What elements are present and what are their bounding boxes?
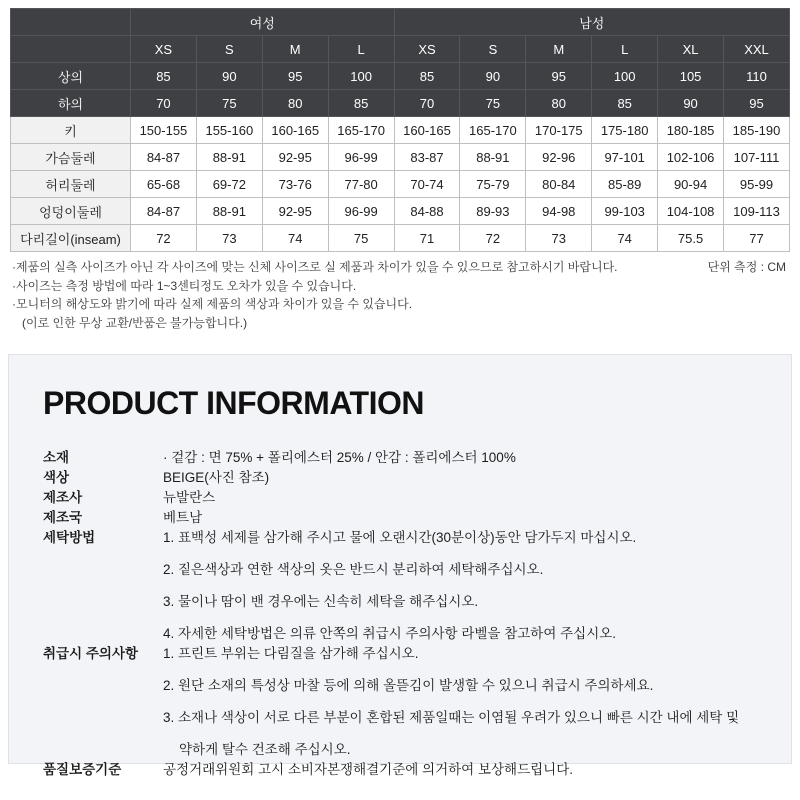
women-size-m: M [262,36,328,63]
info-line: 1. 프린트 부위는 다림질을 삼가해 주십시오. [163,646,419,662]
info-key-manufacturer: 제조사 [43,490,83,506]
info-key-warranty: 품질보증기준 [43,762,122,778]
cell: 65-68 [131,171,197,198]
size-header-blank [11,36,131,63]
women-size-xs: XS [131,36,197,63]
men-size-xxl: XXL [724,36,790,63]
cell: 73 [196,225,262,252]
cell: 73-76 [262,171,328,198]
row-label-height: 키 [11,117,131,144]
info-line: 뉴발란스 [163,490,216,506]
cell: 160-165 [262,117,328,144]
cell: 75-79 [460,171,526,198]
cell: 75 [196,90,262,117]
info-value-country [163,506,739,526]
cell: 84-88 [394,198,460,225]
measurement-unit-note: 단위 측정 : CM [707,260,786,274]
cell: 100 [592,63,658,90]
info-value-manufacturer [163,486,739,506]
cell: 70-74 [394,171,460,198]
cell: 109-113 [724,198,790,225]
cell: 89-93 [460,198,526,225]
cell: 85 [131,63,197,90]
table-row [43,526,739,642]
cell: 105 [658,63,724,90]
cell: 74 [592,225,658,252]
info-key-color: 색상 [43,470,70,486]
product-information-table [43,446,739,778]
cell: 77-80 [328,171,394,198]
cell: 80 [526,90,592,117]
table-row [43,446,739,466]
info-value-handling [163,642,739,758]
cell: 175-180 [592,117,658,144]
cell: 80-84 [526,171,592,198]
cell: 95-99 [724,171,790,198]
table-row [43,466,739,486]
cell: 170-175 [526,117,592,144]
men-size-s: S [460,36,526,63]
size-table-corner-cell [11,9,131,36]
cell: 70 [394,90,460,117]
table-row [43,486,739,506]
row-label-chest: 가슴둘레 [11,144,131,171]
group-header-women: 여성 [131,9,395,36]
info-value-material [163,446,739,466]
cell: 94-98 [526,198,592,225]
info-value-warranty [163,758,739,778]
cell: 95 [262,63,328,90]
cell: 75 [460,90,526,117]
info-key-material: 소재 [43,450,70,466]
cell: 96-99 [328,198,394,225]
women-size-s: S [196,36,262,63]
note-line-3: ·모니터의 해상도와 밝기에 따라 실제 제품의 색상과 차이가 있을 수 있습니다. [12,297,413,312]
row-label-bottom: 하의 [11,90,131,117]
info-line: · 겉감 : 면 75% + 폴리에스터 25% / 안감 : 폴리에스터 100% [163,450,516,466]
cell: 100 [328,63,394,90]
cell: 102-106 [658,144,724,171]
table-row [11,198,790,225]
info-line: 4. 자세한 세탁방법은 의류 안쪽의 취급시 주의사항 라벨을 참고하여 주십시오. [163,626,617,642]
men-size-l: L [592,36,658,63]
info-line: 공정거래위원회 고시 소비자본쟁해결기준에 의거하여 보상해드립니다. [163,762,573,778]
cell: 96-99 [328,144,394,171]
cell: 165-170 [460,117,526,144]
cell: 75 [328,225,394,252]
product-information-panel [8,354,792,778]
cell: 95 [724,90,790,117]
info-key-country: 제조국 [43,510,83,526]
cell: 97-101 [592,144,658,171]
row-label-hip: 엉덩이둘레 [11,198,131,225]
info-line: 2. 원단 소재의 특성상 마찰 등에 의해 올뜯김이 발생할 수 있으니 취급시 주의하세요. [163,678,654,694]
men-size-m: M [526,36,592,63]
cell: 80 [262,90,328,117]
cell: 90 [460,63,526,90]
cell: 77 [724,225,790,252]
info-line: BEIGE(사진 참조) [163,470,270,486]
cell: 70 [131,90,197,117]
info-key-handling: 취급시 주의사항 [43,646,139,662]
cell: 85 [394,63,460,90]
page-title: PRODUCT INFORMATION [43,385,424,422]
cell: 72 [131,225,197,252]
cell: 90 [196,63,262,90]
group-header-men: 남성 [394,9,789,36]
cell: 84-87 [131,198,197,225]
table-row [11,225,790,252]
cell: 92-96 [526,144,592,171]
cell: 185-190 [724,117,790,144]
note-line-1: ·제품의 실측 사이즈가 아닌 각 사이즈에 맞는 신체 사이즈로 실 제품과 차이가 있을 수 있으므로 참고하시기 바랍니다. [12,260,618,274]
info-key-washing: 세탁방법 [43,530,96,546]
cell: 85 [592,90,658,117]
cell: 74 [262,225,328,252]
cell: 180-185 [658,117,724,144]
table-row [43,506,739,526]
cell: 71 [394,225,460,252]
cell: 92-95 [262,198,328,225]
cell: 107-111 [724,144,790,171]
cell: 160-165 [394,117,460,144]
table-row [11,117,790,144]
size-notes [0,252,800,332]
note-line-extra: (이로 인한 무상 교환/반품은 불가능합니다.) [22,315,248,330]
cell: 88-91 [196,144,262,171]
cell: 84-87 [131,144,197,171]
cell: 88-91 [196,198,262,225]
size-table-size-header-row [11,36,790,63]
info-line: 베트남 [163,510,203,526]
row-label-inseam: 다리길이(inseam) [11,225,131,252]
cell: 83-87 [394,144,460,171]
cell: 90-94 [658,171,724,198]
table-row [43,642,739,758]
table-row [11,171,790,198]
cell: 150-155 [131,117,197,144]
size-table [10,8,790,252]
cell: 73 [526,225,592,252]
cell: 90 [658,90,724,117]
table-row [11,63,790,90]
cell: 75.5 [658,225,724,252]
cell: 155-160 [196,117,262,144]
row-label-waist: 허리둘레 [11,171,131,198]
cell: 85 [328,90,394,117]
men-size-xs: XS [394,36,460,63]
table-row [11,144,790,171]
info-line: 약하게 탈수 건조해 주십시오. [179,742,351,758]
info-line: 1. 표백성 세제를 삼가해 주시고 물에 오랜시간(30분이상)동안 담가두지 마십시오. [163,530,637,546]
row-label-top: 상의 [11,63,131,90]
cell: 72 [460,225,526,252]
note-line-2: ·사이즈는 측정 방법에 따라 1~3센티정도 오차가 있을 수 있습니다. [12,278,357,293]
men-size-xl: XL [658,36,724,63]
cell: 92-95 [262,144,328,171]
table-row [43,758,739,778]
cell: 104-108 [658,198,724,225]
cell: 95 [526,63,592,90]
info-line: 3. 소재나 색상이 서로 다른 부분이 혼합된 제품일때는 이염될 우려가 있으니 빠른 시간 내에 세탁 및 [163,710,740,726]
cell: 110 [724,63,790,90]
cell: 99-103 [592,198,658,225]
info-line: 2. 짙은색상과 연한 색상의 옷은 반드시 분리하여 세탁해주십시오. [163,562,544,578]
size-table-group-header-row [11,9,790,36]
cell: 88-91 [460,144,526,171]
cell: 165-170 [328,117,394,144]
info-value-color [163,466,739,486]
cell: 69-72 [196,171,262,198]
women-size-l: L [328,36,394,63]
cell: 85-89 [592,171,658,198]
info-value-washing [163,526,739,642]
size-table-section [0,0,800,252]
info-line: 3. 물이나 땀이 밴 경우에는 신속히 세탁을 해주십시오. [163,594,479,610]
table-row [11,90,790,117]
